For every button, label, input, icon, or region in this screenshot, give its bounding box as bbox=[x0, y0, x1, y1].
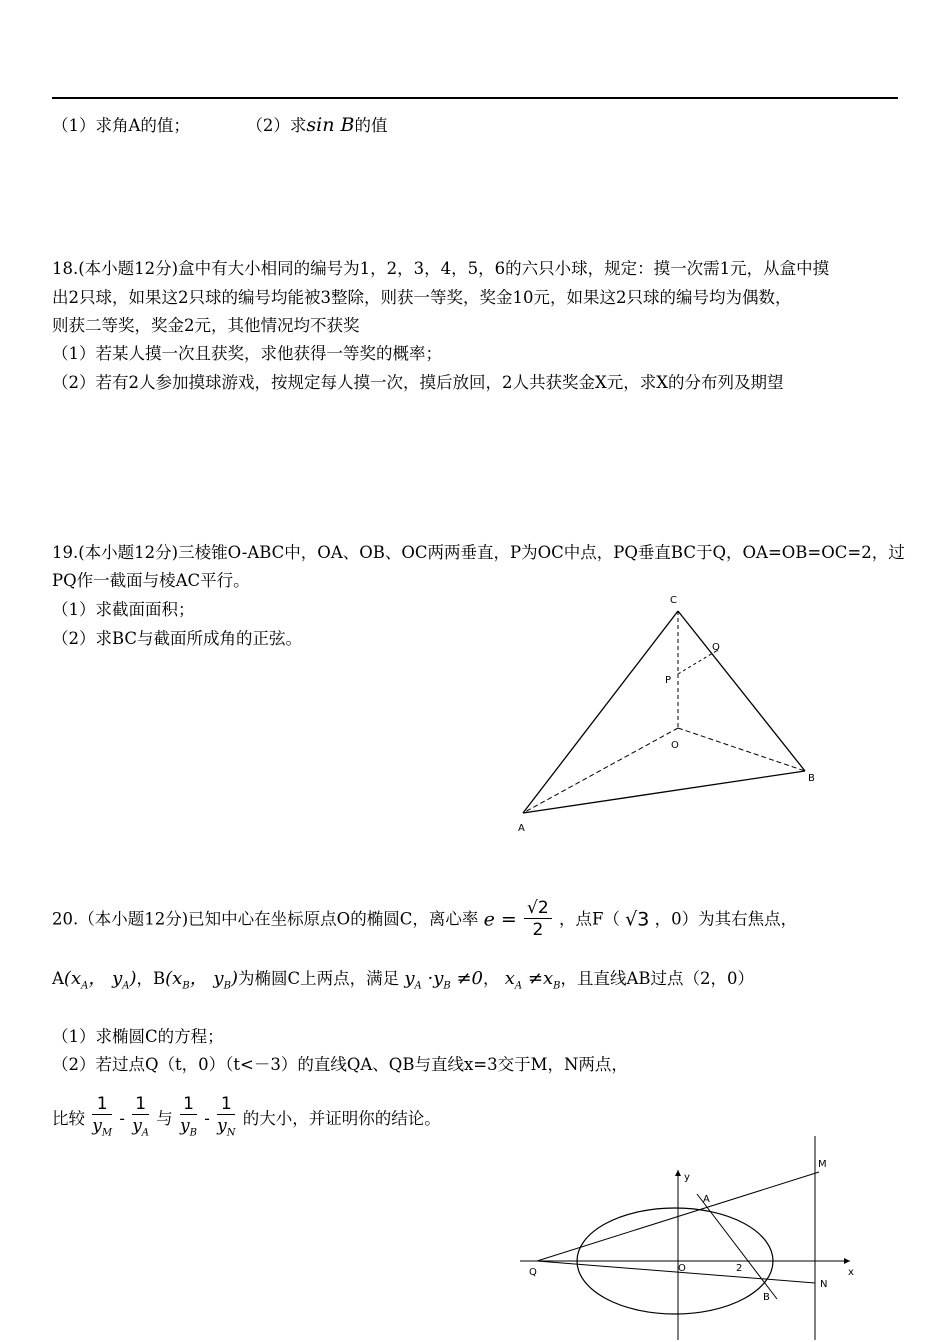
label-C: C bbox=[670, 595, 677, 606]
ecc-fraction bbox=[524, 898, 552, 941]
q20-line2-text1: 为椭圆C上两点，满足 bbox=[237, 969, 400, 988]
q17-part2-prefix: （2）求 bbox=[246, 116, 307, 135]
q18-line2: 出2只球，如果这2只球的编号均能被3整除，则获一等奖，奖金10元，如果这2只球的编号均为偶数， bbox=[52, 288, 792, 307]
q20-part1: （1）求椭圆C的方程； bbox=[52, 1027, 224, 1046]
label-Q: Q bbox=[529, 1267, 537, 1278]
frac-yA: $\frac{1}{y_A}$ bbox=[132, 1094, 150, 1139]
axis-label-y: y bbox=[684, 1172, 690, 1183]
q18-line1: 18.(本小题12分)盒中有大小相同的编号为1，2，3，4，5，6的六只小球，规定：摸一次需1元，从盒中摸 bbox=[52, 259, 830, 278]
q19-part1: （1）求截面面积； bbox=[52, 600, 195, 619]
point-A-coord: ($x_A$， $y_A$) bbox=[63, 968, 137, 992]
edge-AB bbox=[523, 771, 805, 813]
q20-line2: $A(x_A$， $y_A$)，$B(x_B$， $y_B$)为椭圆C上两点，满足 $y_A \cdot y_B \ne 0$， $x_A \ne x_B$，且直线AB过点（2，0） bbox=[52, 968, 755, 992]
edge-CB bbox=[678, 611, 805, 771]
q20-compare bbox=[52, 1094, 441, 1150]
label-Q: Q bbox=[712, 642, 720, 653]
edge-OA bbox=[523, 728, 678, 813]
q19-line1: 19.(本小题12分)三棱锥O-ABC中，OA、OB、OC两两垂直，P为OC中点，PQ垂直BC于Q，OA=OB=OC=2，过 bbox=[52, 543, 905, 562]
ecc-den: 2 bbox=[532, 920, 544, 940]
q19-line2: PQ作一截面与棱AC平行。 bbox=[52, 571, 250, 590]
point-B-label: ，B bbox=[136, 969, 166, 988]
label-2: 2 bbox=[736, 1263, 743, 1274]
q18-part1: （1）若某人摸一次且获奖，求他获得一等奖的概率； bbox=[52, 344, 442, 363]
q17-parts bbox=[52, 114, 388, 137]
compare-prefix: 比较 bbox=[52, 1109, 85, 1129]
label-A: A bbox=[703, 1194, 710, 1205]
compare-suffix: 的大小，并证明你的结论。 bbox=[242, 1109, 441, 1129]
label-B: B bbox=[808, 773, 815, 784]
chord-AB bbox=[697, 1194, 777, 1299]
q20-line2-text2: ，且直线AB过点（2，0） bbox=[560, 969, 755, 988]
cond2: $x_A \ne x_B$ bbox=[504, 968, 561, 992]
label-N: N bbox=[820, 1279, 828, 1290]
label-B: B bbox=[763, 1292, 770, 1303]
header-rule bbox=[52, 97, 898, 99]
label-P: P bbox=[665, 675, 672, 686]
minus-2: - bbox=[204, 1109, 210, 1129]
label-O: O bbox=[671, 740, 679, 751]
q20-line1-prefix: 20.（本小题12分)已知中心在坐标原点O的椭圆C，离心率 bbox=[52, 909, 479, 929]
cond1: $y_A \cdot y_B \ne 0$ bbox=[404, 968, 483, 992]
q20-line1-suffix: ，0）为其右焦点， bbox=[654, 909, 798, 929]
label-A: A bbox=[518, 823, 525, 834]
point-A-label: A bbox=[52, 969, 64, 988]
q18-line3: 则获二等奖，奖金2元，其他情况均不获奖 bbox=[52, 316, 360, 335]
minus-1: - bbox=[119, 1109, 125, 1129]
ellipse-figure bbox=[515, 1134, 860, 1340]
label-O: O bbox=[678, 1263, 686, 1274]
q17-part1: （1）求角A的值； bbox=[52, 116, 190, 135]
q17-part2-suffix: 的值 bbox=[354, 116, 388, 135]
ecc-num: √2 bbox=[524, 898, 552, 919]
q19-part2: （2）求BC与截面所成角的正弦。 bbox=[52, 629, 303, 648]
label-M: M bbox=[818, 1159, 827, 1170]
tetrahedron-figure bbox=[500, 588, 840, 838]
q20-line1-mid: ，点F（ bbox=[558, 909, 620, 929]
frac-yM: $\frac{1}{y_M}$ bbox=[92, 1094, 113, 1139]
sqrt3: √3 bbox=[625, 908, 650, 931]
ecc-lhs: e = bbox=[483, 908, 517, 931]
axis-label-x: x bbox=[848, 1267, 854, 1278]
q20-part2: （2）若过点Q（t，0）（t<－3）的直线QA、QB与直线x=3交于M，N两点， bbox=[52, 1055, 628, 1074]
point-B-coord: ($x_B$， $y_B$) bbox=[165, 968, 238, 992]
q17-part2-math: sin B bbox=[306, 114, 355, 136]
q20-line1 bbox=[52, 898, 797, 948]
q18-part2: （2）若有2人参加摸球游戏，按规定每人摸一次，摸后放回，2人共获奖金X元，求X的分布列及期望 bbox=[52, 373, 784, 392]
frac-yB: $\frac{1}{y_B}$ bbox=[180, 1094, 197, 1139]
edge-CA bbox=[523, 611, 678, 813]
yu: 与 bbox=[156, 1109, 173, 1129]
edge-OB bbox=[678, 728, 805, 771]
frac-yN: $\frac{1}{y_N}$ bbox=[217, 1094, 236, 1139]
